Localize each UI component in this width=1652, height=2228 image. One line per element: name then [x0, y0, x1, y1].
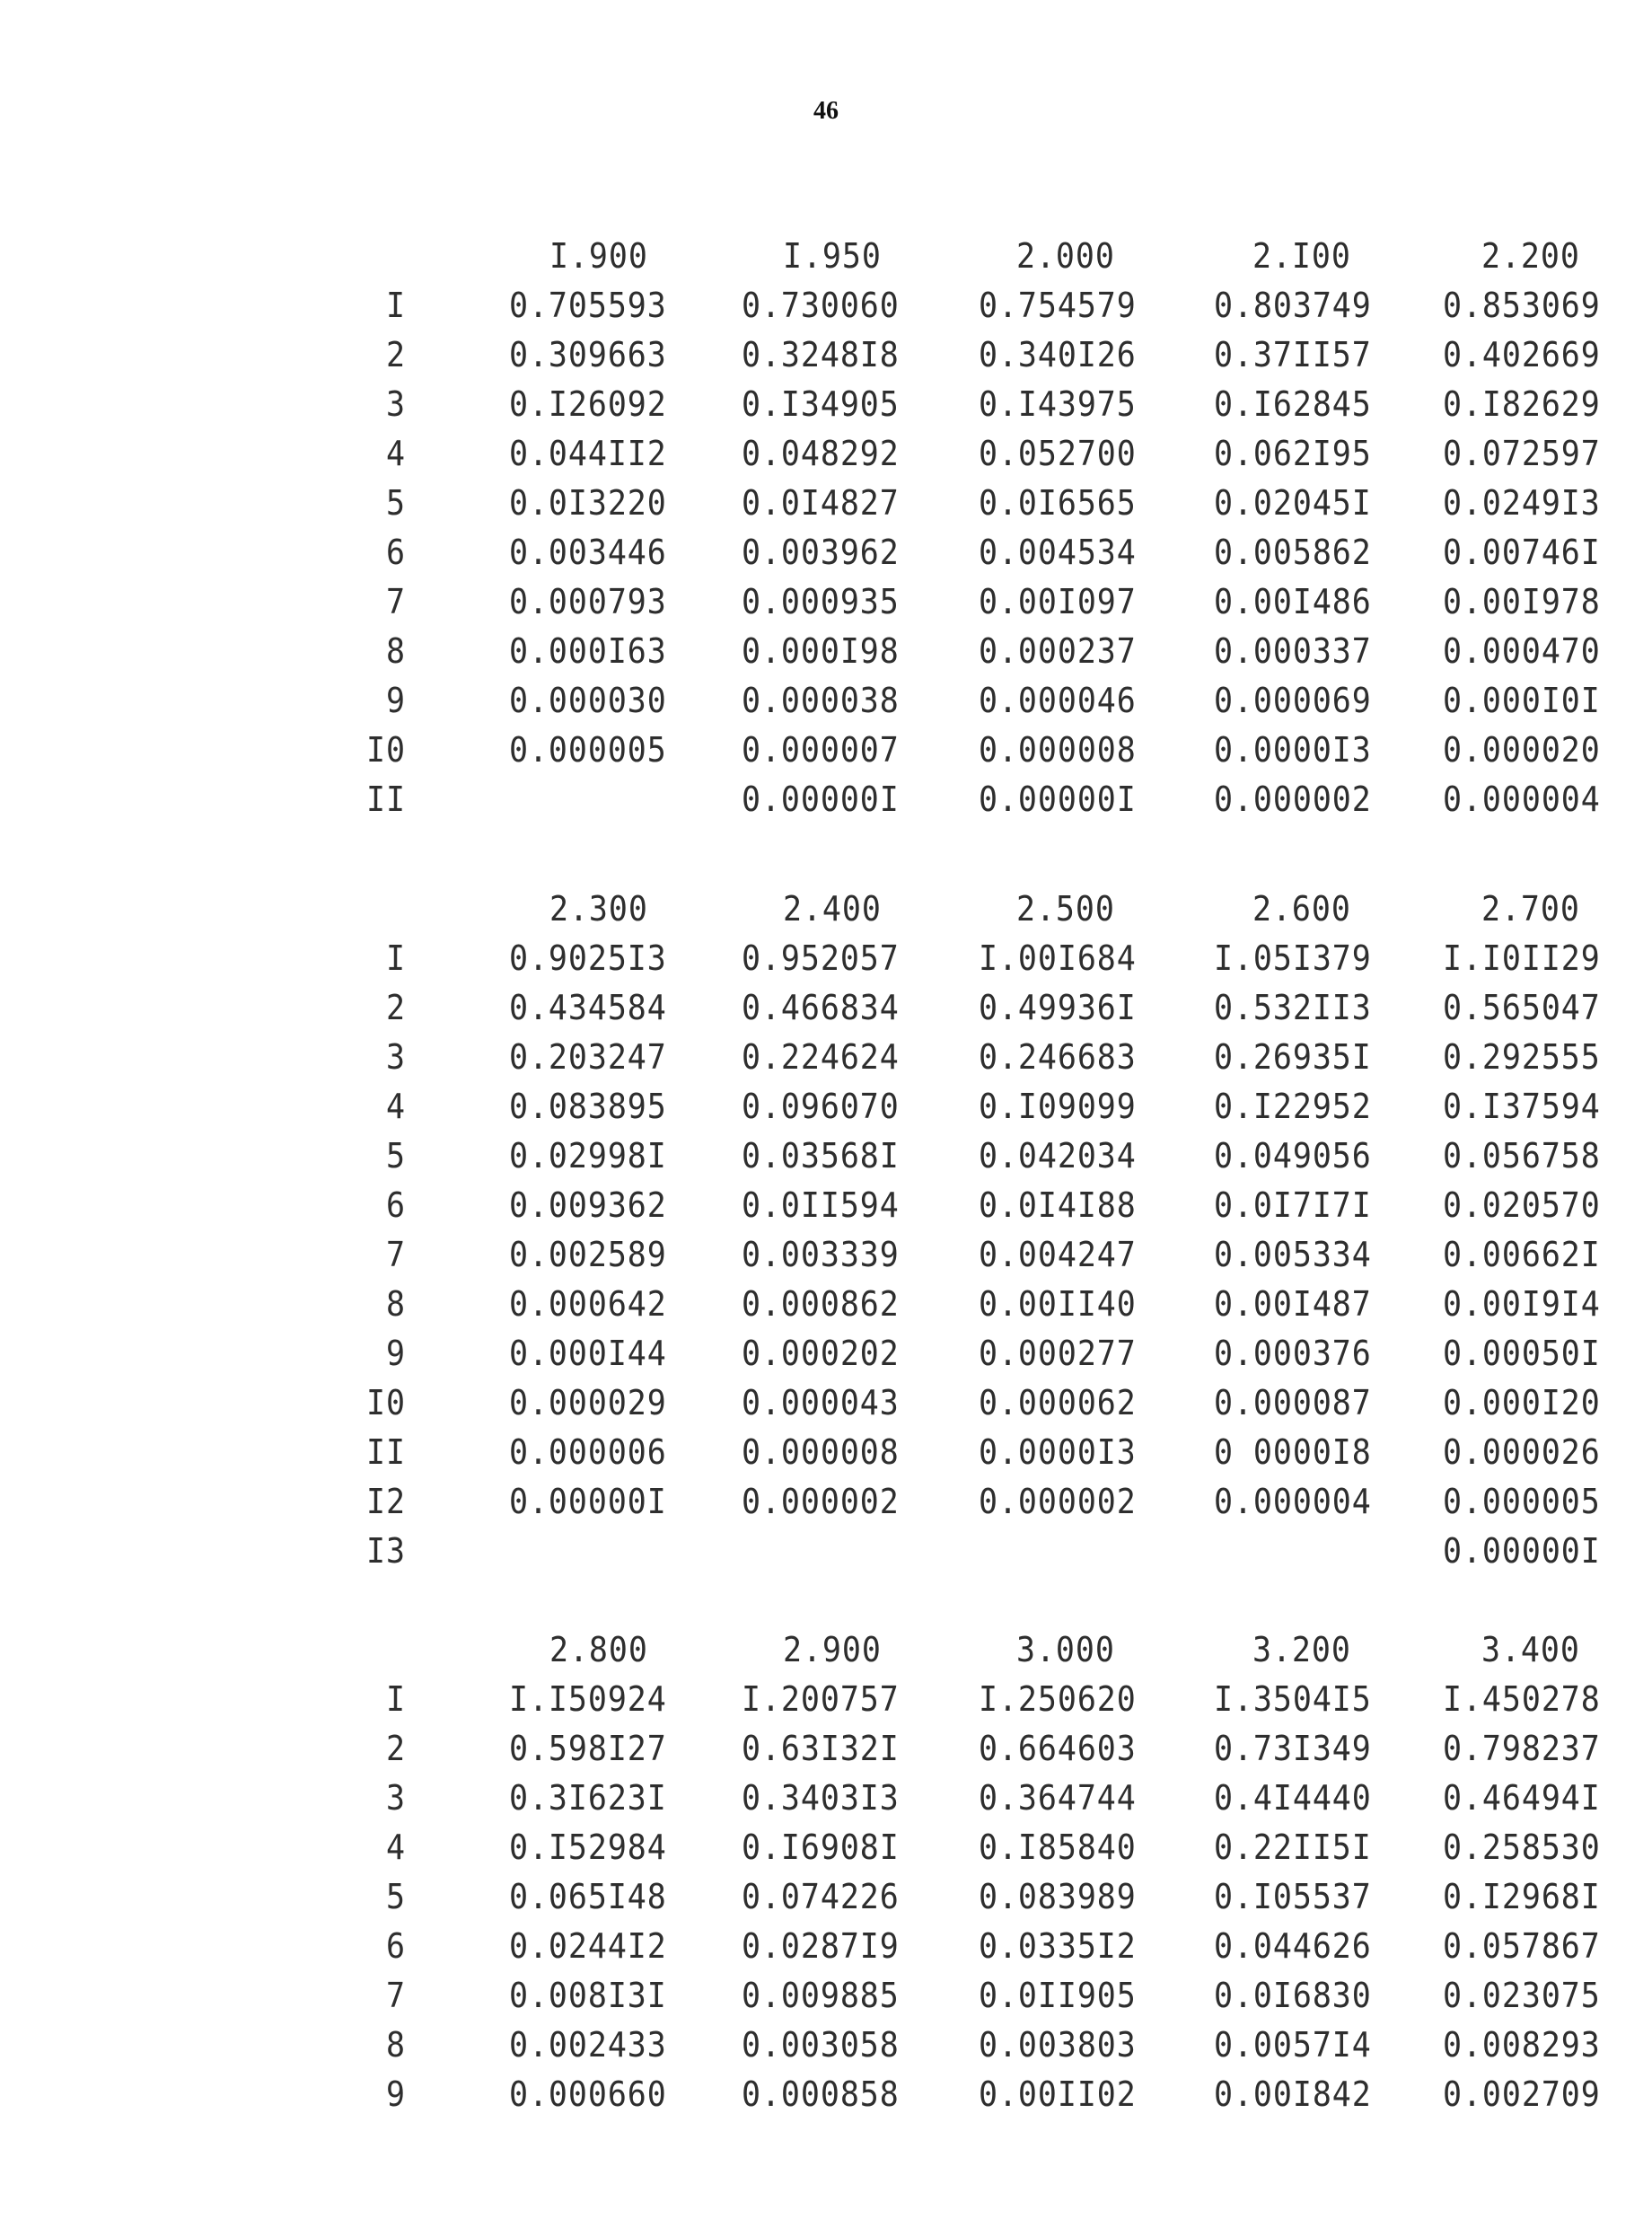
- row-label: I0: [366, 730, 406, 770]
- column-header: 2.500: [1016, 889, 1115, 929]
- table-cell: 0.26935I: [1214, 1037, 1372, 1077]
- table-cell: 0.46494I: [1443, 1778, 1601, 1818]
- table-cell: 0.000006: [509, 1432, 667, 1472]
- table-row: [0, 479, 1652, 527]
- row-label: 8: [386, 631, 406, 671]
- row-label: 5: [386, 1877, 406, 1916]
- table-cell: 0.000004: [1443, 779, 1601, 819]
- table-cell: 0.00000I: [979, 779, 1137, 819]
- row-label: 5: [386, 483, 406, 523]
- table-cell: 0.0287I9: [742, 1926, 900, 1966]
- table-cell: 0.3403I3: [742, 1778, 900, 1818]
- table-cell: 0.008293: [1443, 2025, 1601, 2065]
- table-cell: 0.083989: [979, 1877, 1137, 1916]
- table-cell: 0.023075: [1443, 1976, 1601, 2015]
- table-cell: 0.000I0I: [1443, 681, 1601, 720]
- table-cell: 0.0I6565: [979, 483, 1137, 523]
- table-row: [0, 934, 1652, 982]
- column-header: 3.200: [1252, 1630, 1351, 1669]
- table-row: [0, 1872, 1652, 1921]
- table-cell: 0.000004: [1214, 1482, 1372, 1521]
- table-cell: 0.000862: [742, 1284, 900, 1324]
- row-label: 2: [386, 1729, 406, 1768]
- row-label: I: [386, 938, 406, 978]
- row-label: 3: [386, 1778, 406, 1818]
- row-label: 6: [386, 533, 406, 572]
- table-cell: 0.I05537: [1214, 1877, 1372, 1916]
- row-label: II: [366, 779, 406, 819]
- table-cell: 0.0I4I88: [979, 1185, 1137, 1225]
- row-label: 8: [386, 2025, 406, 2065]
- table-row: [0, 1280, 1652, 1328]
- column-header: I.950: [783, 236, 882, 276]
- table-cell: 0.I26092: [509, 384, 667, 424]
- table-cell: 0.952057: [742, 938, 900, 978]
- table-cell: 0.000470: [1443, 631, 1601, 671]
- table-cell: 0.0I4827: [742, 483, 900, 523]
- row-label: 9: [386, 681, 406, 720]
- table-cell: 0.000038: [742, 681, 900, 720]
- table-cell: 0.042034: [979, 1136, 1137, 1176]
- row-label: I: [386, 1679, 406, 1719]
- table-cell: 0.02998I: [509, 1136, 667, 1176]
- table-cell: 0.853069: [1443, 286, 1601, 325]
- table-cell: 0.203247: [509, 1037, 667, 1077]
- column-header: 3.400: [1481, 1630, 1580, 1669]
- table-cell: 0.664603: [979, 1729, 1137, 1768]
- table-cell: 0.000935: [742, 582, 900, 621]
- table-cell: 0.000376: [1214, 1334, 1372, 1373]
- table-cell: 0.I52984: [509, 1827, 667, 1867]
- table-row: [0, 2021, 1652, 2069]
- table-row: [0, 1230, 1652, 1279]
- table-cell: 0.002589: [509, 1235, 667, 1274]
- row-label: 4: [386, 1087, 406, 1126]
- column-header: 2.000: [1016, 236, 1115, 276]
- table-cell: 0.00I842: [1214, 2074, 1372, 2114]
- table-cell: 0.000030: [509, 681, 667, 720]
- table-cell: 0.052700: [979, 434, 1137, 473]
- row-label: 4: [386, 434, 406, 473]
- table-cell: 0.0I3220: [509, 483, 667, 523]
- table-cell: 0.0335I2: [979, 1926, 1137, 1966]
- table-row: [0, 380, 1652, 428]
- table-cell: 0.I22952: [1214, 1087, 1372, 1126]
- row-label: I: [386, 286, 406, 325]
- table-cell: 0.I82629: [1443, 384, 1601, 424]
- table-cell: 0.0II905: [979, 1976, 1137, 2015]
- table-cell: 0.798237: [1443, 1729, 1601, 1768]
- table-cell: 0.000660: [509, 2074, 667, 2114]
- column-header: 2.600: [1252, 889, 1351, 929]
- table-cell: 0.I2968I: [1443, 1877, 1601, 1916]
- table-row: [0, 1724, 1652, 1773]
- table-cell: 0.803749: [1214, 286, 1372, 325]
- table-cell: 0.22II5I: [1214, 1827, 1372, 1867]
- column-header-row: [0, 885, 1652, 933]
- table-row: [0, 330, 1652, 379]
- column-header-row: [0, 1625, 1652, 1674]
- table-row: [0, 1675, 1652, 1723]
- table-cell: 0.340I26: [979, 335, 1137, 374]
- table-cell: 0.009362: [509, 1185, 667, 1225]
- table-cell: 0.00I097: [979, 582, 1137, 621]
- table-row: [0, 1823, 1652, 1871]
- table-cell: 0.9025I3: [509, 938, 667, 978]
- row-label: 7: [386, 582, 406, 621]
- table-cell: 0.003962: [742, 533, 900, 572]
- table-cell: 0.00I9I4: [1443, 1284, 1601, 1324]
- table-cell: 0.49936I: [979, 988, 1137, 1027]
- table-cell: 0.000002: [742, 1482, 900, 1521]
- column-header: I.900: [549, 236, 648, 276]
- table-cell: 0.049056: [1214, 1136, 1372, 1176]
- table-cell: 0.000237: [979, 631, 1137, 671]
- table-cell: 0.000642: [509, 1284, 667, 1324]
- table-cell: 0.057867: [1443, 1926, 1601, 1966]
- table-cell: 0.00I486: [1214, 582, 1372, 621]
- table-row: [0, 528, 1652, 577]
- table-row: [0, 2070, 1652, 2118]
- table-cell: 0.I43975: [979, 384, 1137, 424]
- table-cell: 0.000I63: [509, 631, 667, 671]
- table-cell: 0.309663: [509, 335, 667, 374]
- table-cell: I.I50924: [509, 1679, 667, 1719]
- table-cell: I.3504I5: [1214, 1679, 1372, 1719]
- table-cell: 0.598I27: [509, 1729, 667, 1768]
- table-cell: 0.000337: [1214, 631, 1372, 671]
- table-cell: 0.00000I: [1443, 1531, 1601, 1571]
- table-cell: 0.754579: [979, 286, 1137, 325]
- table-row: [0, 726, 1652, 774]
- table-cell: 0.000202: [742, 1334, 900, 1373]
- table-cell: 0.37II57: [1214, 335, 1372, 374]
- row-label: 2: [386, 335, 406, 374]
- table-cell: 0.000005: [1443, 1482, 1601, 1521]
- table-cell: 0.000029: [509, 1383, 667, 1422]
- table-cell: 0.002709: [1443, 2074, 1601, 2114]
- table-cell: 0.73I349: [1214, 1729, 1372, 1768]
- table-cell: 0.000020: [1443, 730, 1601, 770]
- table-cell: 0.00I487: [1214, 1284, 1372, 1324]
- table-cell: 0.000046: [979, 681, 1137, 720]
- table-cell: 0.3I623I: [509, 1778, 667, 1818]
- column-header: 2.200: [1481, 236, 1580, 276]
- table-cell: 0.056758: [1443, 1136, 1601, 1176]
- table-cell: 0.000008: [742, 1432, 900, 1472]
- row-label: 8: [386, 1284, 406, 1324]
- column-header: 2.300: [549, 889, 648, 929]
- table-cell: 0.000005: [509, 730, 667, 770]
- table-cell: 0.000858: [742, 2074, 900, 2114]
- table-cell: 0.I09099: [979, 1087, 1137, 1126]
- table-cell: 0.003446: [509, 533, 667, 572]
- table-row: [0, 1922, 1652, 1970]
- table-cell: 0.008I3I: [509, 1976, 667, 2015]
- table-cell: 0.0I7I7I: [1214, 1185, 1372, 1225]
- table-cell: 0.I62845: [1214, 384, 1372, 424]
- table-cell: 0.364744: [979, 1778, 1137, 1818]
- table-cell: 0.000007: [742, 730, 900, 770]
- table-cell: 0.020570: [1443, 1185, 1601, 1225]
- table-cell: 0.730060: [742, 286, 900, 325]
- table-row: [0, 983, 1652, 1032]
- table-cell: 0.0000I3: [979, 1432, 1137, 1472]
- table-cell: 0.003058: [742, 2025, 900, 2065]
- table-cell: 0.048292: [742, 434, 900, 473]
- table-cell: 0.3248I8: [742, 335, 900, 374]
- table-cell: 0.0II594: [742, 1185, 900, 1225]
- table-cell: 0.705593: [509, 286, 667, 325]
- table-row: [0, 1378, 1652, 1427]
- table-cell: 0.00II40: [979, 1284, 1137, 1324]
- column-header: 2.700: [1481, 889, 1580, 929]
- table-cell: 0.000277: [979, 1334, 1137, 1373]
- table-cell: 0.000008: [979, 730, 1137, 770]
- table-cell: 0.000069: [1214, 681, 1372, 720]
- column-header: 2.900: [783, 1630, 882, 1669]
- row-label: 5: [386, 1136, 406, 1176]
- table-cell: 0.466834: [742, 988, 900, 1027]
- table-cell: 0.000043: [742, 1383, 900, 1422]
- table-cell: I.05I379: [1214, 938, 1372, 978]
- table-cell: 0.I34905: [742, 384, 900, 424]
- table-row: [0, 1082, 1652, 1131]
- table-cell: 0.246683: [979, 1037, 1137, 1077]
- table-cell: 0.224624: [742, 1037, 900, 1077]
- table-cell: 0.0000I3: [1214, 730, 1372, 770]
- table-row: [0, 429, 1652, 478]
- table-cell: 0.292555: [1443, 1037, 1601, 1077]
- column-header: 2.800: [549, 1630, 648, 1669]
- row-label: 3: [386, 384, 406, 424]
- row-label: 7: [386, 1235, 406, 1274]
- table-row: [0, 676, 1652, 725]
- row-label: 2: [386, 988, 406, 1027]
- table-cell: 0.000062: [979, 1383, 1137, 1422]
- table-cell: 0.005862: [1214, 533, 1372, 572]
- table-cell: 0.009885: [742, 1976, 900, 2015]
- table-cell: 0.044626: [1214, 1926, 1372, 1966]
- table-cell: 0.434584: [509, 988, 667, 1027]
- table-cell: 0.000002: [979, 1482, 1137, 1521]
- table-cell: I.200757: [742, 1679, 900, 1719]
- table-row: [0, 1033, 1652, 1081]
- row-label: 6: [386, 1185, 406, 1225]
- table-cell: 0.565047: [1443, 988, 1601, 1027]
- table-cell: 0.402669: [1443, 335, 1601, 374]
- column-header: 3.000: [1016, 1630, 1115, 1669]
- table-cell: 0.00I978: [1443, 582, 1601, 621]
- table-row: [0, 775, 1652, 823]
- table-cell: 0.000793: [509, 582, 667, 621]
- table-cell: 0.00000I: [509, 1482, 667, 1521]
- table-cell: 0.00050I: [1443, 1334, 1601, 1373]
- table-row: [0, 1181, 1652, 1229]
- table-cell: 0.044II2: [509, 434, 667, 473]
- table-cell: 0.0I6830: [1214, 1976, 1372, 2015]
- column-header: 2.400: [783, 889, 882, 929]
- table-cell: 0.00746I: [1443, 533, 1601, 572]
- table-cell: 0.63I32I: [742, 1729, 900, 1768]
- table-cell: 0.00662I: [1443, 1235, 1601, 1274]
- table-row: [0, 1527, 1652, 1575]
- table-cell: 0.000087: [1214, 1383, 1372, 1422]
- row-label: 6: [386, 1926, 406, 1966]
- table-cell: 0.004247: [979, 1235, 1137, 1274]
- table-cell: 0.062I95: [1214, 434, 1372, 473]
- table-row: [0, 1477, 1652, 1526]
- table-cell: 0.0057I4: [1214, 2025, 1372, 2065]
- table-cell: 0.00000I: [742, 779, 900, 819]
- table-cell: 0.004534: [979, 533, 1137, 572]
- table-cell: 0.002433: [509, 2025, 667, 2065]
- table-cell: 0.02045I: [1214, 483, 1372, 523]
- table-cell: 0.072597: [1443, 434, 1601, 473]
- table-cell: 0.096070: [742, 1087, 900, 1126]
- table-cell: 0.000026: [1443, 1432, 1601, 1472]
- table-cell: I.450278: [1443, 1679, 1601, 1719]
- table-cell: 0.0244I2: [509, 1926, 667, 1966]
- table-row: [0, 1329, 1652, 1378]
- table-cell: 0.003339: [742, 1235, 900, 1274]
- table-cell: 0.4I4440: [1214, 1778, 1372, 1818]
- page-number: 46: [813, 97, 839, 125]
- table-cell: 0.083895: [509, 1087, 667, 1126]
- table-cell: 0.000002: [1214, 779, 1372, 819]
- row-label: 7: [386, 1976, 406, 2015]
- table-cell: 0.000I44: [509, 1334, 667, 1373]
- table-cell: 0.I6908I: [742, 1827, 900, 1867]
- table-row: [0, 577, 1652, 626]
- table-cell: 0.0249I3: [1443, 483, 1601, 523]
- table-cell: 0.005334: [1214, 1235, 1372, 1274]
- table-row: [0, 1774, 1652, 1822]
- row-label: 9: [386, 1334, 406, 1373]
- row-label: I2: [366, 1482, 406, 1521]
- table-cell: 0.074226: [742, 1877, 900, 1916]
- table-cell: 0.I85840: [979, 1827, 1137, 1867]
- table-row: [0, 281, 1652, 330]
- row-label: 3: [386, 1037, 406, 1077]
- table-cell: I.00I684: [979, 938, 1137, 978]
- table-row: [0, 627, 1652, 675]
- row-label: 9: [386, 2074, 406, 2114]
- column-header-row: [0, 232, 1652, 280]
- table-cell: 0.03568I: [742, 1136, 900, 1176]
- table-row: [0, 1428, 1652, 1476]
- table-row: [0, 1132, 1652, 1180]
- table-cell: 0.00II02: [979, 2074, 1137, 2114]
- table-cell: 0.003803: [979, 2025, 1137, 2065]
- table-cell: I.I0II29: [1443, 938, 1601, 978]
- table-cell: 0.258530: [1443, 1827, 1601, 1867]
- row-label: I0: [366, 1383, 406, 1422]
- table-row: [0, 1971, 1652, 2020]
- row-label: I3: [366, 1531, 406, 1571]
- table-cell: 0.000I98: [742, 631, 900, 671]
- row-label: 4: [386, 1827, 406, 1867]
- table-cell: 0.532II3: [1214, 988, 1372, 1027]
- table-cell: 0 0000I8: [1214, 1432, 1372, 1472]
- table-cell: 0.I37594: [1443, 1087, 1601, 1126]
- row-label: II: [366, 1432, 406, 1472]
- table-cell: 0.065I48: [509, 1877, 667, 1916]
- column-header: 2.I00: [1252, 236, 1351, 276]
- table-cell: 0.000I20: [1443, 1383, 1601, 1422]
- table-cell: I.250620: [979, 1679, 1137, 1719]
